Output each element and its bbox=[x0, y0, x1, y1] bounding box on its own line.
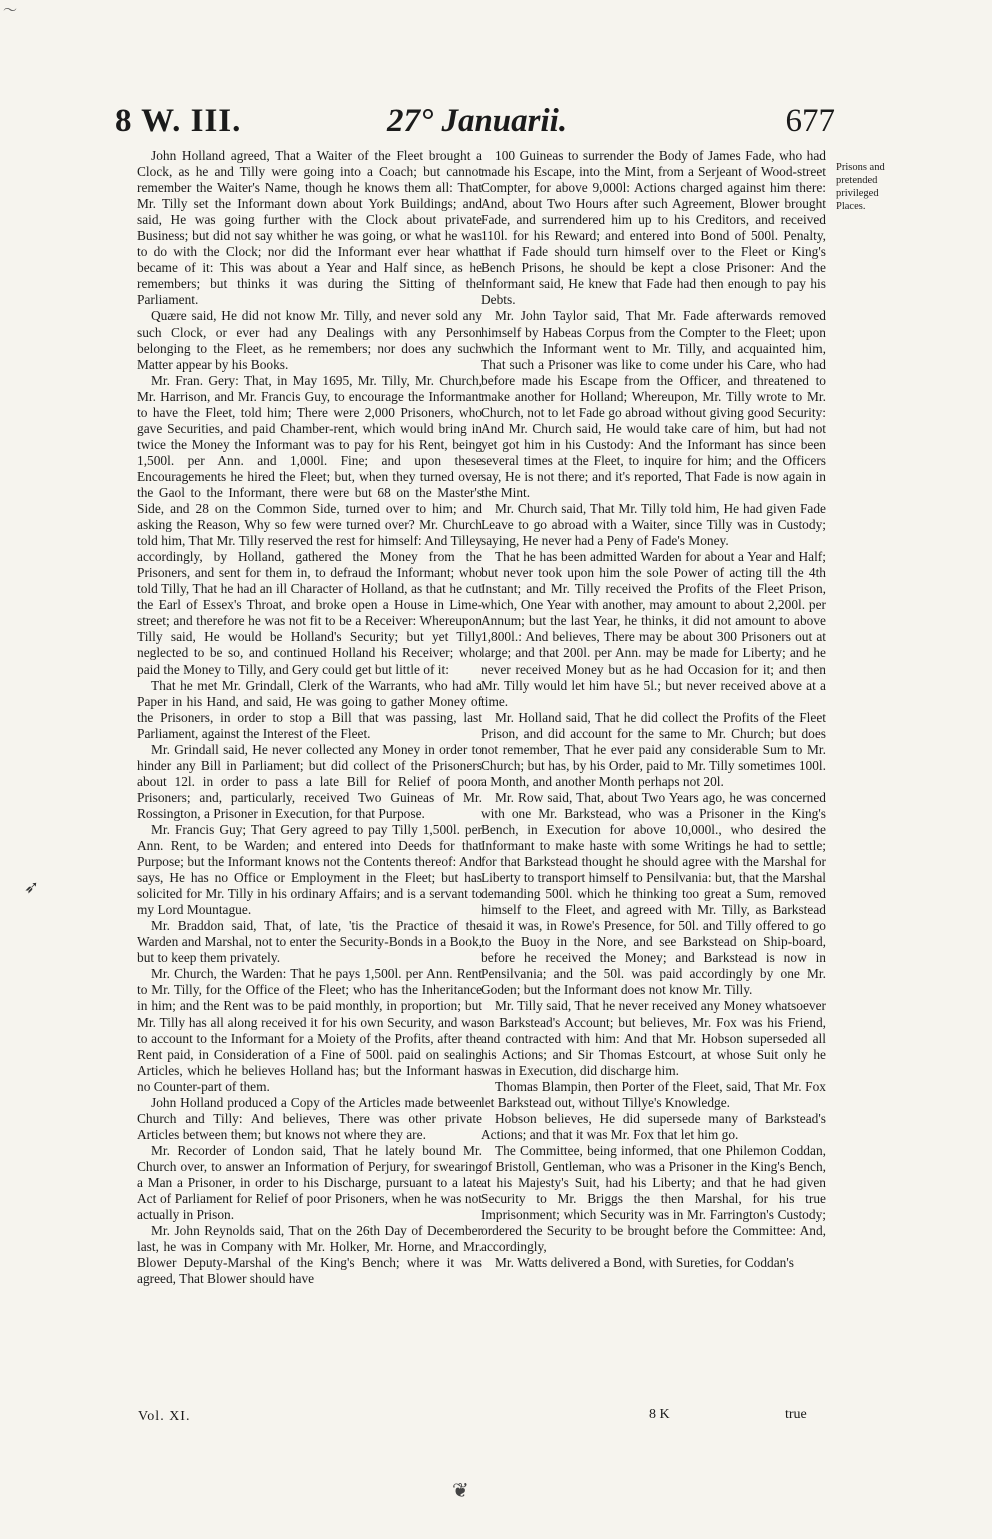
paragraph: Mr. Church said, That Mr. Tilly told him, He had given Fade Leave to go abroad with a Waiter, since Tilly was in Custody; saying, He never had a Peny of Fade's Money. bbox=[481, 501, 826, 549]
paragraph: Mr. Church, the Warden: That he pays 1,500l. per Ann. Rent to Mr. Tilly, for the Office of the Fleet; who has the Inheritance in him; and the Rent was to be paid monthly, in proportion; but Mr. Tilly has all along received it for his own Security, and was to account to the Informant for a Moiety of the Profits, after the Rent paid, in Consideration of a Fine of 500l. paid on sealing Articles, which he believes Holland has; but the Informant has no Counter-part of them. bbox=[137, 966, 482, 1094]
paragraph: Mr. Grindall said, He never collected any Money in order to hinder any Bill in Parliament; but did collect of the Prisoners about 12l. in order to pass a late Bill for Relief of poor Prisoners; and, particularly, received Two Guineas of Mr. Rossington, a Prisoner in Execution, for that Purpose. bbox=[137, 741, 482, 821]
right-column bbox=[481, 148, 826, 1271]
paragraph: Mr. Recorder of London said, That he lately bound Mr. Church over, to answer an Information of Perjury, for swearing a Man a Prisoner, in order to his Discharge, pursuant to a late Act of Parliament for Relief of poor Prisoners, when he was not actually in Prison. bbox=[137, 1142, 482, 1223]
paragraph: John Holland agreed, That a Waiter of the Fleet brought a Clock, as he and Tilly were going into a Coach; but cannot remember the Waiter's Name, though he knows them all: That Mr. Tilly set the Informant down about York Buildings; and said, He was going further with the Clock about private Business; but did not say whither he was going, or what he was to do with the Clock; nor did the Informant ever hear what became of it: This was about a Year and Half since, as he remembers; but thinks it was during the Sitting of the Parliament. bbox=[137, 148, 482, 308]
paragraph: 100 Guineas to surrender the Body of James Fade, who had made his Escape, into the Mint, from a Serjeant of Wood-street Compter, for above 9,000l: Actions charged against him there: And, about Two Hours after such Agreement, Blower brought Fade, and surrendered him up to his Creditors, and received 110l. for his Reward; and entered into Bond of 500l. Penalty, that if Fade should turn himself over to the Fleet or King's Bench Prisons, he should be kept a close Prisoner: And the Informant said, He knew that Fade had then enough to pay his Debts. bbox=[481, 148, 826, 308]
volume-label: Vol. XI. bbox=[138, 1409, 191, 1424]
margin-note: Prisons and pretended privileged Places. bbox=[836, 162, 885, 212]
paragraph: Mr. John Taylor said, That Mr. Fade afterwards removed himself by Habeas Corpus from the Compter to the Fleet; upon which the Informant went to Mr. Tilly, and acquainted him, That such a Prisoner was like to come under his Care, who had before made his Escape from the Officer, and threatened to make another for Holland; Whereupon, Mr. Tilly wrote to Mr. Church, not to let Fade go abroad without giving good Security: And Mr. Church said, He would take care of him, but had not yet got him in his Custody: And the Informant has since been several times at the Fleet, to inquire for him; and the Officers say, He is not there; and it's reported, That Fade is now again in the Mint. bbox=[481, 308, 826, 500]
paragraph: Mr. Watts delivered a Bond, with Sureties, for Coddan's bbox=[495, 1255, 794, 1271]
reign-year: 8 W. III. bbox=[115, 103, 242, 139]
paragraph: Mr. Holland said, That he did collect the Profits of the Fleet Prison, and did account for the same to Mr. Church; but does not remember, That he ever paid any considerable Sum to Mr. Church; but has, by his Order, paid to Mr. Tilly sometimes 100l. a Month, and another Month perhaps not 20l. bbox=[481, 709, 826, 789]
printer-ornament-icon: ❦ bbox=[452, 1480, 469, 1502]
left-column bbox=[137, 148, 482, 1287]
paragraph: Mr. John Reynolds said, That on the 26th Day of December last, he was in Company with Mr. Holker, Mr. Horne, and Mr. Blower Deputy-Marshal of the King's Bench; where it was agreed, That Blower should have bbox=[137, 1223, 482, 1287]
paragraph: That he met Mr. Grindall, Clerk of the Warrants, who had a Paper in his Hand, and said, He was going to gather Money of the Prisoners, in order to stop a Bill that was passing, last Parliament, against the Interest of the Fleet. bbox=[137, 677, 482, 741]
margin-scribble: 〜 bbox=[3, 4, 17, 19]
paragraph: Mr. Fran. Gery: That, in May 1695, Mr. Tilly, Mr. Church, Mr. Harrison, and Mr. Francis Guy, to encourage the Informant to have the Fleet, told him; There were 2,000 Prisoners, who gave Securities, and paid Chamber-rent, which would bring in twice the Money the Informant was to pay for his Rent, being 1,500l. per Ann. and 1,000l. Fine; and upon these Encouragements he hired the Fleet; but, when they turned over the Gaol to the Informant, there were but 68 on the Master's Side, and 28 on the Common Side, turned over to him; and asking the Reason, Why so few were turned over? Mr. Church told him, That Mr. Tilly reserved the rest for himself: And Tilley accordingly, by Holland, gathered the Money from the Prisoners, and sent for them in, to defraud the Informant; who told Tilly, That he had an ill Character of Holland, as that he cut the Earl of Essex's Throat, and broke open a House in Lime-street; and therefore he was not fit to be a Receiver: Whereupon Tilly said, He would be Holland's Security; but yet Tilly neglected to be so, and continued Holland his Receiver; who paid the Money to Tilly, and Gery could get but little of it: bbox=[137, 372, 482, 677]
paragraph: Hobson believes, He did supersede many of Barkstead's Actions; and that it was Mr. Fox that let him go. bbox=[481, 1110, 826, 1142]
paragraph: Mr. Francis Guy; That Gery agreed to pay Tilly 1,500l. per Ann. Rent, to be Warden; and entered into Deeds for that Purpose; but the Informant knows not the Contents thereof: And says, He has no Office or Employment in the Fleet; but has solicited for Mr. Tilly in his ordinary Affairs; and is a servant to my Lord Mountague. bbox=[137, 821, 482, 918]
paragraph: John Holland produced a Copy of the Articles made between Church and Tilly: And believes, There was other private Articles between them; but knows not where they are. bbox=[137, 1094, 482, 1142]
page-header bbox=[115, 103, 835, 145]
paragraph: The Committee, being informed, that one Philemon Coddan, of Bristoll, Gentleman, who was a Prisoner in the King's Bench, at his Majesty's Suit, had his Liberty; and that he had given Security to Mr. Briggs the then Marshal, for his true Imprisonment; which Security was in Mr. Farrington's Custody; ordered the Security to be brought before the Committee: And, accordingly, bbox=[481, 1142, 826, 1255]
signature-mark: 8 K bbox=[649, 1407, 670, 1422]
paragraph: Quære said, He did not know Mr. Tilly, and never sold any such Clock, or ever had any Dealings with any Person belonging to the Fleet, as he remembers; nor does any such Matter appear by his Books. bbox=[137, 308, 482, 372]
catchword: true bbox=[785, 1407, 807, 1422]
paragraph: Mr. Tilly said, That he never received any Money whatsoever on Barkstead's Account; but believes, Mr. Fox was his Friend, and contracted with him: And that Mr. Hobson superseded all his Actions; and Sir Thomas Estcourt, at whose Suit only he was in Execution, did discharge him. bbox=[481, 998, 826, 1078]
paragraph: That he has been admitted Warden for about a Year and Half; but never took upon him the sole Power of acting till the 4th Instant; and Mr. Tilly received the Profits of the Fleet Prison, which, One Year with another, may amount to about 2,200l. per Annum; but the last Year, he thinks, it did not amount to above 1,800l.: And believes, There may be about 300 Prisoners out at large; and that 200l. per Ann. may be made for Liberty; and he never received Money but as he had Occasion for it; and then Mr. Tilly would let him have 5l.; but never received above at a time. bbox=[481, 549, 826, 709]
paragraph: Thomas Blampin, then Porter of the Fleet, said, That Mr. Fox let Barkstead out, without Tillye's Knowledge. bbox=[481, 1078, 826, 1110]
paragraph: Mr. Row said, That, about Two Years ago, he was concerned with one Mr. Barkstead, who was a Prisoner in the King's Bench, in Execution for above 10,000l., who desired the Informant to make haste with some Writings he had to settle; for that Barkstead thought he should agree with the Marshal for Liberty to transport himself to Pensilvania: but, that the Marshal demanding 500l. which he thinking too great a Sum, removed himself to the Fleet, and agreed with Mr. Tilly, as Barkstead said it was, in Rowe's Presence, for 50l. and Tilly offered to go to the Buoy in the Nore, and see Barkstead on Ship-board, before he received the Money; and Barkstead is now in Pensilvania; and the 50l. was paid accordingly by one Mr. Goden; but the Informant does not know Mr. Tilly. bbox=[481, 789, 826, 998]
margin-arrow-icon: ➶ bbox=[24, 877, 40, 897]
paragraph: Mr. Braddon said, That, of late, 'tis the Practice of the Warden and Marshal, not to enter the Security-Bonds in a Book, but to keep them privately. bbox=[137, 918, 482, 966]
date-heading: 27° Januarii. bbox=[387, 103, 568, 139]
page-number: 677 bbox=[785, 103, 835, 139]
